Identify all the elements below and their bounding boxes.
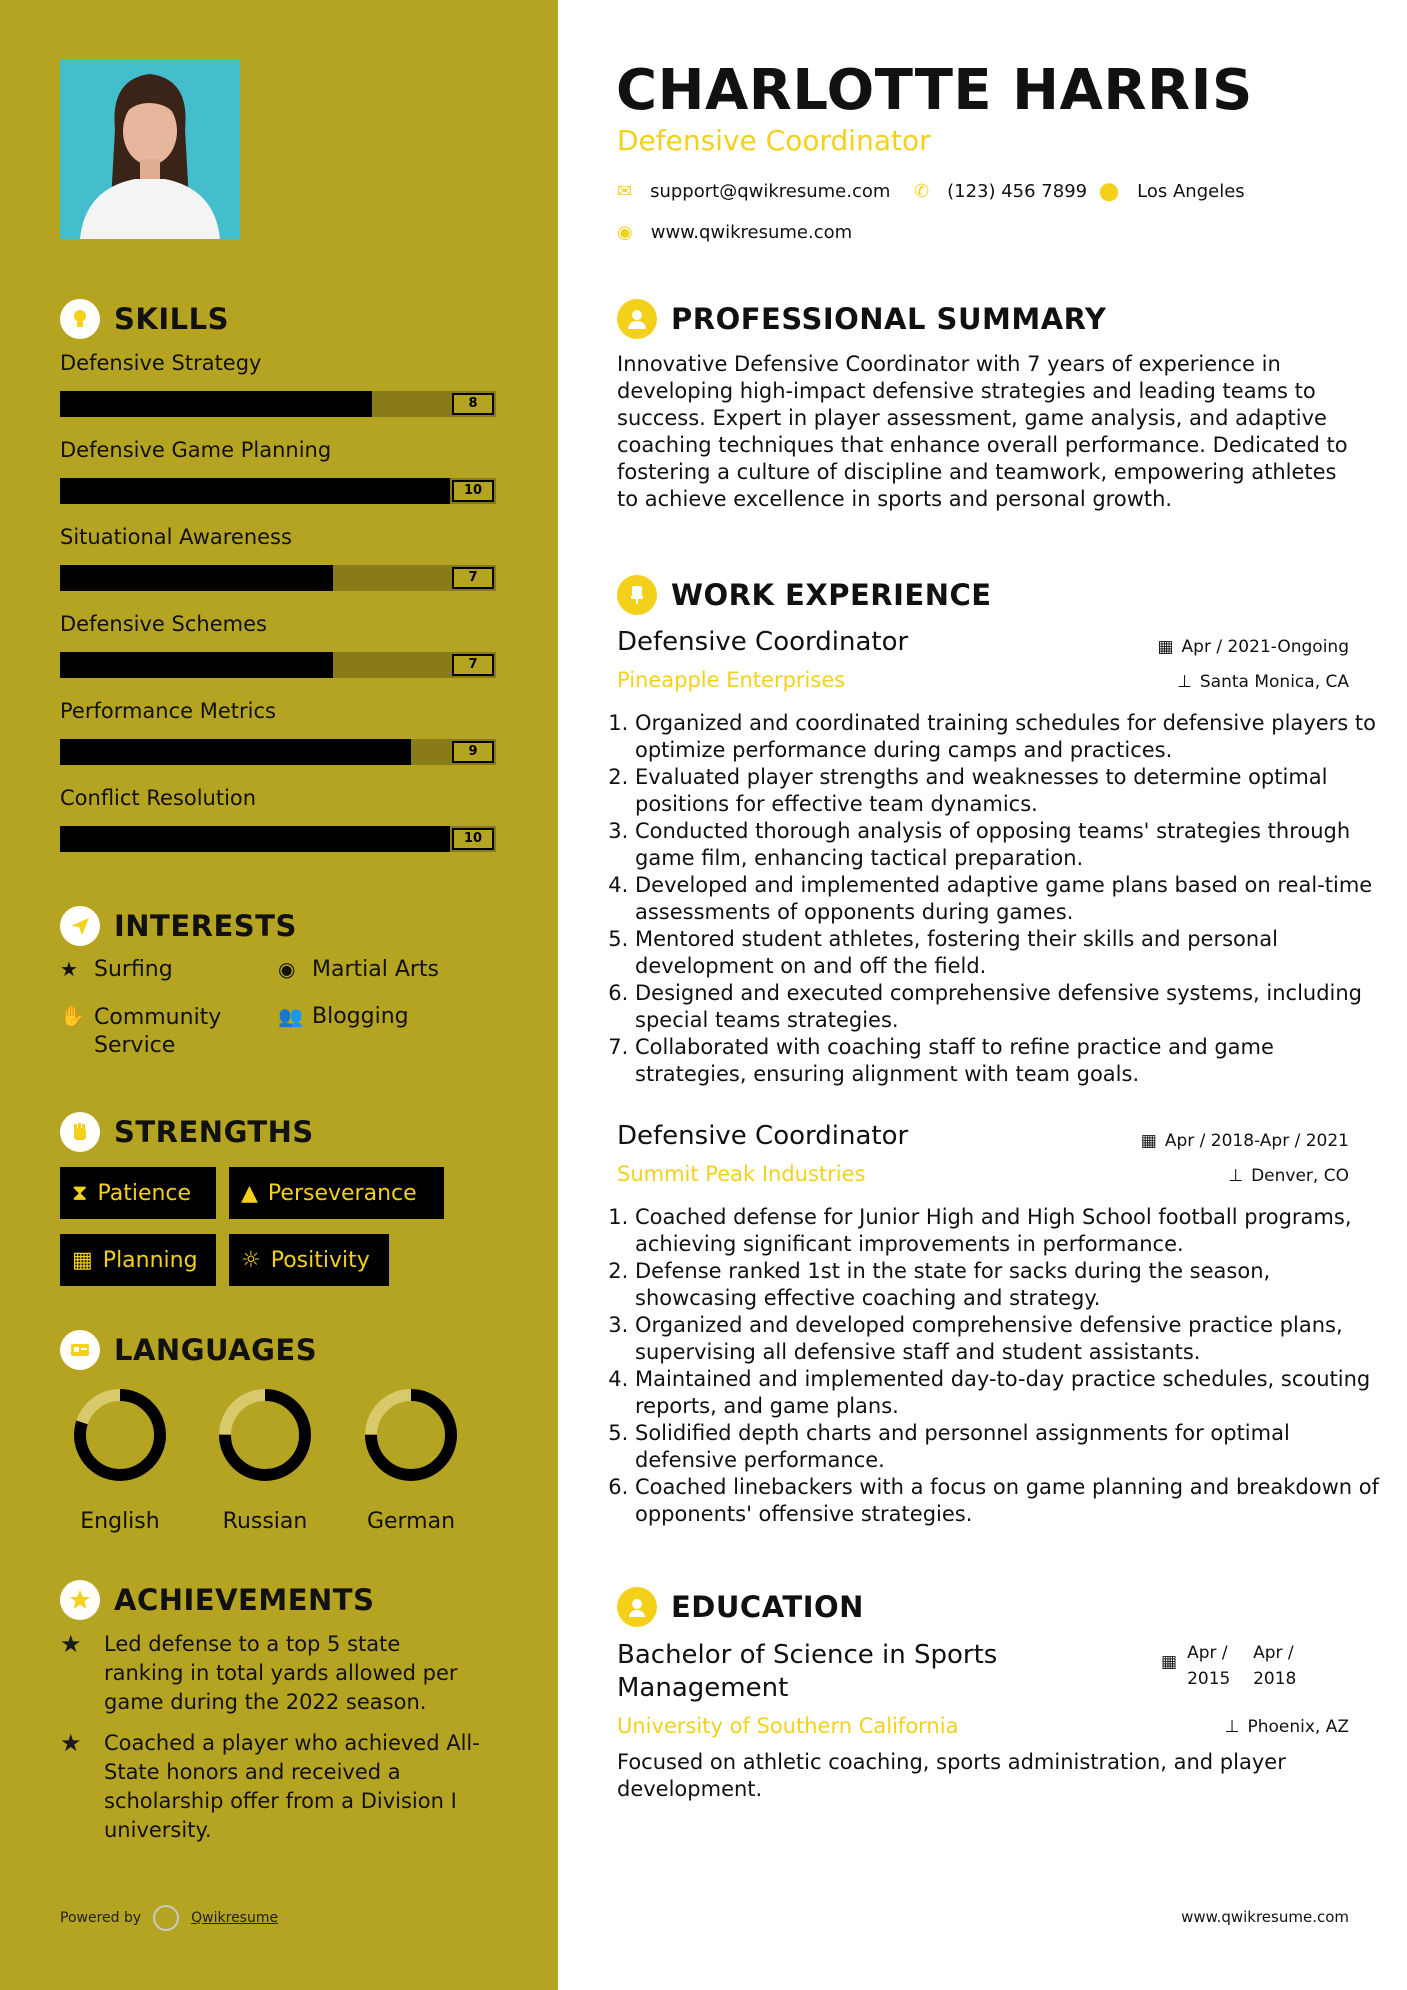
education-end: Apr / 2018 [1253, 1643, 1297, 1689]
skill-name: Performance Metrics [60, 699, 276, 723]
skill-level: 7 [452, 567, 494, 589]
calendar-icon: ▦ [1161, 1652, 1178, 1672]
education-heading [617, 1587, 864, 1627]
languages-title: LANGUAGES [114, 1333, 318, 1367]
list-item: 6. Coached linebackers with a focus on game planning and breakdown of opponents' offensive strategies. [635, 1474, 1380, 1528]
hand-icon: ✋ [60, 1004, 85, 1028]
strength-badge [60, 1234, 216, 1286]
road-icon: ▲ [241, 1180, 258, 1206]
education-description: Focused on athletic coaching, sports administration, and player development. [617, 1750, 1286, 1801]
skill-bar [60, 565, 496, 591]
skill-fill [60, 391, 372, 417]
list-item: 6. Designed and executed comprehensive defensive systems, including special teams strategies. [635, 980, 1380, 1034]
globe-icon: ◉ [617, 222, 633, 243]
website-text[interactable]: www.qwikresume.com [650, 222, 853, 243]
interest-label: Martial Arts [312, 957, 440, 982]
job-dates [1141, 1131, 1349, 1151]
interests-heading [60, 906, 297, 946]
skill-name: Defensive Schemes [60, 612, 267, 636]
id-card-icon [60, 1330, 100, 1370]
strength-badge [60, 1167, 216, 1219]
language-label: English [80, 1509, 160, 1534]
degree-title: Bachelor of Science in Sports Management [617, 1640, 998, 1703]
powered-by-label: Powered by [60, 1910, 142, 1926]
interest-label: Surfing [94, 957, 173, 982]
calendar-icon: ▦ [1157, 637, 1174, 657]
language-item [200, 1387, 330, 1534]
skill-level: 9 [452, 741, 494, 763]
contact-phone [914, 181, 1087, 202]
education-start: Apr / 2015 [1187, 1643, 1231, 1689]
language-ring [363, 1387, 459, 1483]
hourglass-icon: ⧗ [72, 1180, 88, 1206]
user-icon [617, 299, 657, 339]
qwikresume-logo-icon [153, 1905, 179, 1931]
sun-icon: ☼ [241, 1247, 261, 1273]
job-bullets [610, 1204, 1380, 1528]
skill-fill [60, 565, 333, 591]
job-title: Defensive Coordinator [617, 627, 909, 657]
language-item [55, 1387, 185, 1534]
footer-url[interactable]: www.qwikresume.com [1181, 1908, 1349, 1926]
powered-by [60, 1905, 278, 1931]
achievements-heading [60, 1580, 374, 1620]
calendar-icon: ▦ [1140, 1131, 1157, 1151]
skill-name: Conflict Resolution [60, 786, 257, 810]
summary-text: Innovative Defensive Coordinator with 7 years of experience in developing high-impact defensive strategies and leading teams to success. Expert in player assessment, game analysis, and adaptive coaching techniques that enhance overall performance. Dedicated to fostering a culture of discipline and teamwork, empowering athletes to achieve excellence in sports and personal growth. [617, 352, 1348, 511]
skill-level: 10 [452, 480, 494, 502]
skill-bar [60, 478, 496, 504]
shooting-star-icon: ★ [60, 1630, 82, 1658]
job-location-text: Santa Monica, CA [1199, 672, 1349, 692]
language-item [346, 1387, 476, 1534]
chair-icon [617, 575, 657, 615]
interest-item [278, 1004, 409, 1029]
fist-icon [60, 1112, 100, 1152]
school-name: University of Southern California [617, 1714, 959, 1738]
skill-bar [60, 739, 496, 765]
list-item: 3. Organized and developed comprehensive defensive practice plans, supervising all defensive staff and student assistants. [635, 1312, 1380, 1366]
skill-level: 10 [452, 828, 494, 850]
skill-level: 7 [452, 654, 494, 676]
list-item: 1. Coached defense for Junior High and High School football programs, achieving significant improvements in performance. [635, 1204, 1380, 1258]
contact-website [617, 222, 852, 243]
languages-heading [60, 1330, 317, 1370]
achievement-text: Led defense to a top 5 state ranking in total yards allowed per game during the 2022 season. [104, 1632, 458, 1714]
achievements-title: ACHIEVEMENTS [114, 1583, 375, 1617]
language-ring [72, 1387, 168, 1483]
sidebar [0, 0, 558, 1990]
achievement-item [60, 1630, 500, 1717]
strength-label: Positivity [270, 1247, 370, 1273]
list-item: 2. Defense ranked 1st in the state for sacks during the season, showcasing effective coaching and strategy. [635, 1258, 1380, 1312]
skill-bar [60, 652, 496, 678]
interest-item [60, 957, 173, 982]
interest-item [278, 957, 439, 982]
list-item: 7. Collaborated with coaching staff to refine practice and game strategies, ensuring alignment with team goals. [635, 1034, 1380, 1088]
envelope-icon: ✉ [617, 181, 633, 202]
interests-title: INTERESTS [114, 909, 297, 943]
pin-icon: ⊥ [1177, 672, 1192, 692]
list-item: 4. Maintained and implemented day-to-day practice schedules, scouting reports, and game plans. [635, 1366, 1380, 1420]
strength-label: Planning [102, 1247, 198, 1273]
skill-bar [60, 826, 496, 852]
summary-heading [617, 299, 1106, 339]
users-icon: 👥 [278, 1004, 303, 1028]
skill-fill [60, 826, 450, 852]
education-location-text: Phoenix, AZ [1247, 1717, 1349, 1737]
location-text: Los Angeles [1137, 181, 1245, 202]
pin-icon: ⊥ [1224, 1717, 1240, 1737]
skill-name: Defensive Strategy [60, 351, 262, 375]
work-title: WORK EXPERIENCE [671, 578, 992, 612]
skill-fill [60, 478, 450, 504]
job-dates-text: Apr / 2021-Ongoing [1181, 637, 1349, 657]
education-title: EDUCATION [671, 1590, 864, 1624]
strength-badge [229, 1234, 389, 1286]
contact-location [1099, 181, 1245, 202]
language-ring [217, 1387, 313, 1483]
job-dates [1157, 637, 1349, 657]
interest-label: Community Service [94, 1005, 222, 1058]
skills-heading [60, 299, 229, 339]
summary-title: PROFESSIONAL SUMMARY [671, 302, 1107, 336]
job-location [1228, 1166, 1349, 1186]
job-company: Pineapple Enterprises [617, 668, 846, 692]
globe-icon: ◉ [278, 957, 296, 981]
list-item: 2. Evaluated player strengths and weaknesses to determine optimal positions for effective team dynamics. [635, 764, 1380, 818]
education-dates [1161, 1640, 1305, 1692]
skill-level: 8 [452, 393, 494, 415]
skill-fill [60, 739, 411, 765]
brand-link[interactable]: Qwikresume [191, 1910, 279, 1926]
job-dates-text: Apr / 2018-Apr / 2021 [1164, 1131, 1349, 1151]
achievement-text: Coached a player who achieved All-State honors and received a scholarship offer from a Division I university. [104, 1731, 480, 1842]
profile-photo [60, 59, 240, 239]
job-location [1177, 672, 1349, 692]
skill-name: Situational Awareness [60, 525, 292, 549]
strength-badge [229, 1167, 444, 1219]
skills-title: SKILLS [114, 302, 229, 336]
language-label: Russian [222, 1509, 308, 1534]
interest-label: Blogging [312, 1004, 409, 1029]
map-pin-icon: ⬤ [1099, 181, 1120, 202]
contact-email [617, 181, 890, 202]
pin-icon: ⊥ [1228, 1166, 1244, 1186]
phone-text[interactable]: (123) 456 7899 [947, 181, 1088, 202]
skill-bar [60, 391, 496, 417]
job-location-text: Denver, CO [1251, 1166, 1349, 1186]
phone-icon: ✆ [914, 181, 930, 202]
job-title-header: Defensive Coordinator [617, 124, 931, 157]
candidate-name: CHARLOTTE HARRIS [616, 58, 1253, 123]
star-icon: ★ [60, 957, 78, 981]
achievement-item [60, 1729, 500, 1845]
list-item: 1. Organized and coordinated training schedules for defensive players to optimize performance during camps and practices. [635, 710, 1380, 764]
language-label: German [366, 1509, 456, 1534]
email-text[interactable]: support@qwikresume.com [650, 181, 891, 202]
star-badge-icon [60, 1580, 100, 1620]
graduate-icon [617, 1587, 657, 1627]
shooting-star-icon: ★ [60, 1729, 82, 1757]
strength-label: Patience [97, 1180, 192, 1206]
list-item: 3. Conducted thorough analysis of opposing teams' strategies through game film, enhancing tactical preparation. [635, 818, 1380, 872]
strengths-heading [60, 1112, 314, 1152]
list-item: 4. Developed and implemented adaptive game plans based on real-time assessments of opponents during games. [635, 872, 1380, 926]
calendar-icon: ▦ [72, 1247, 93, 1273]
work-heading [617, 575, 992, 615]
job-title: Defensive Coordinator [617, 1121, 909, 1151]
paper-plane-icon [60, 906, 100, 946]
skill-name: Defensive Game Planning [60, 438, 332, 462]
education-location [1225, 1717, 1349, 1737]
job-company: Summit Peak Industries [617, 1162, 866, 1186]
strengths-title: STRENGTHS [114, 1115, 314, 1149]
job-bullets [610, 710, 1380, 1088]
list-item: 5. Solidified depth charts and personnel assignments for optimal defensive performance. [635, 1420, 1380, 1474]
strength-label: Perseverance [267, 1180, 417, 1206]
interest-item [60, 1004, 260, 1060]
list-item: 5. Mentored student athletes, fostering their skills and personal development on and off the field. [635, 926, 1380, 980]
lightbulb-icon [60, 299, 100, 339]
skill-fill [60, 652, 333, 678]
